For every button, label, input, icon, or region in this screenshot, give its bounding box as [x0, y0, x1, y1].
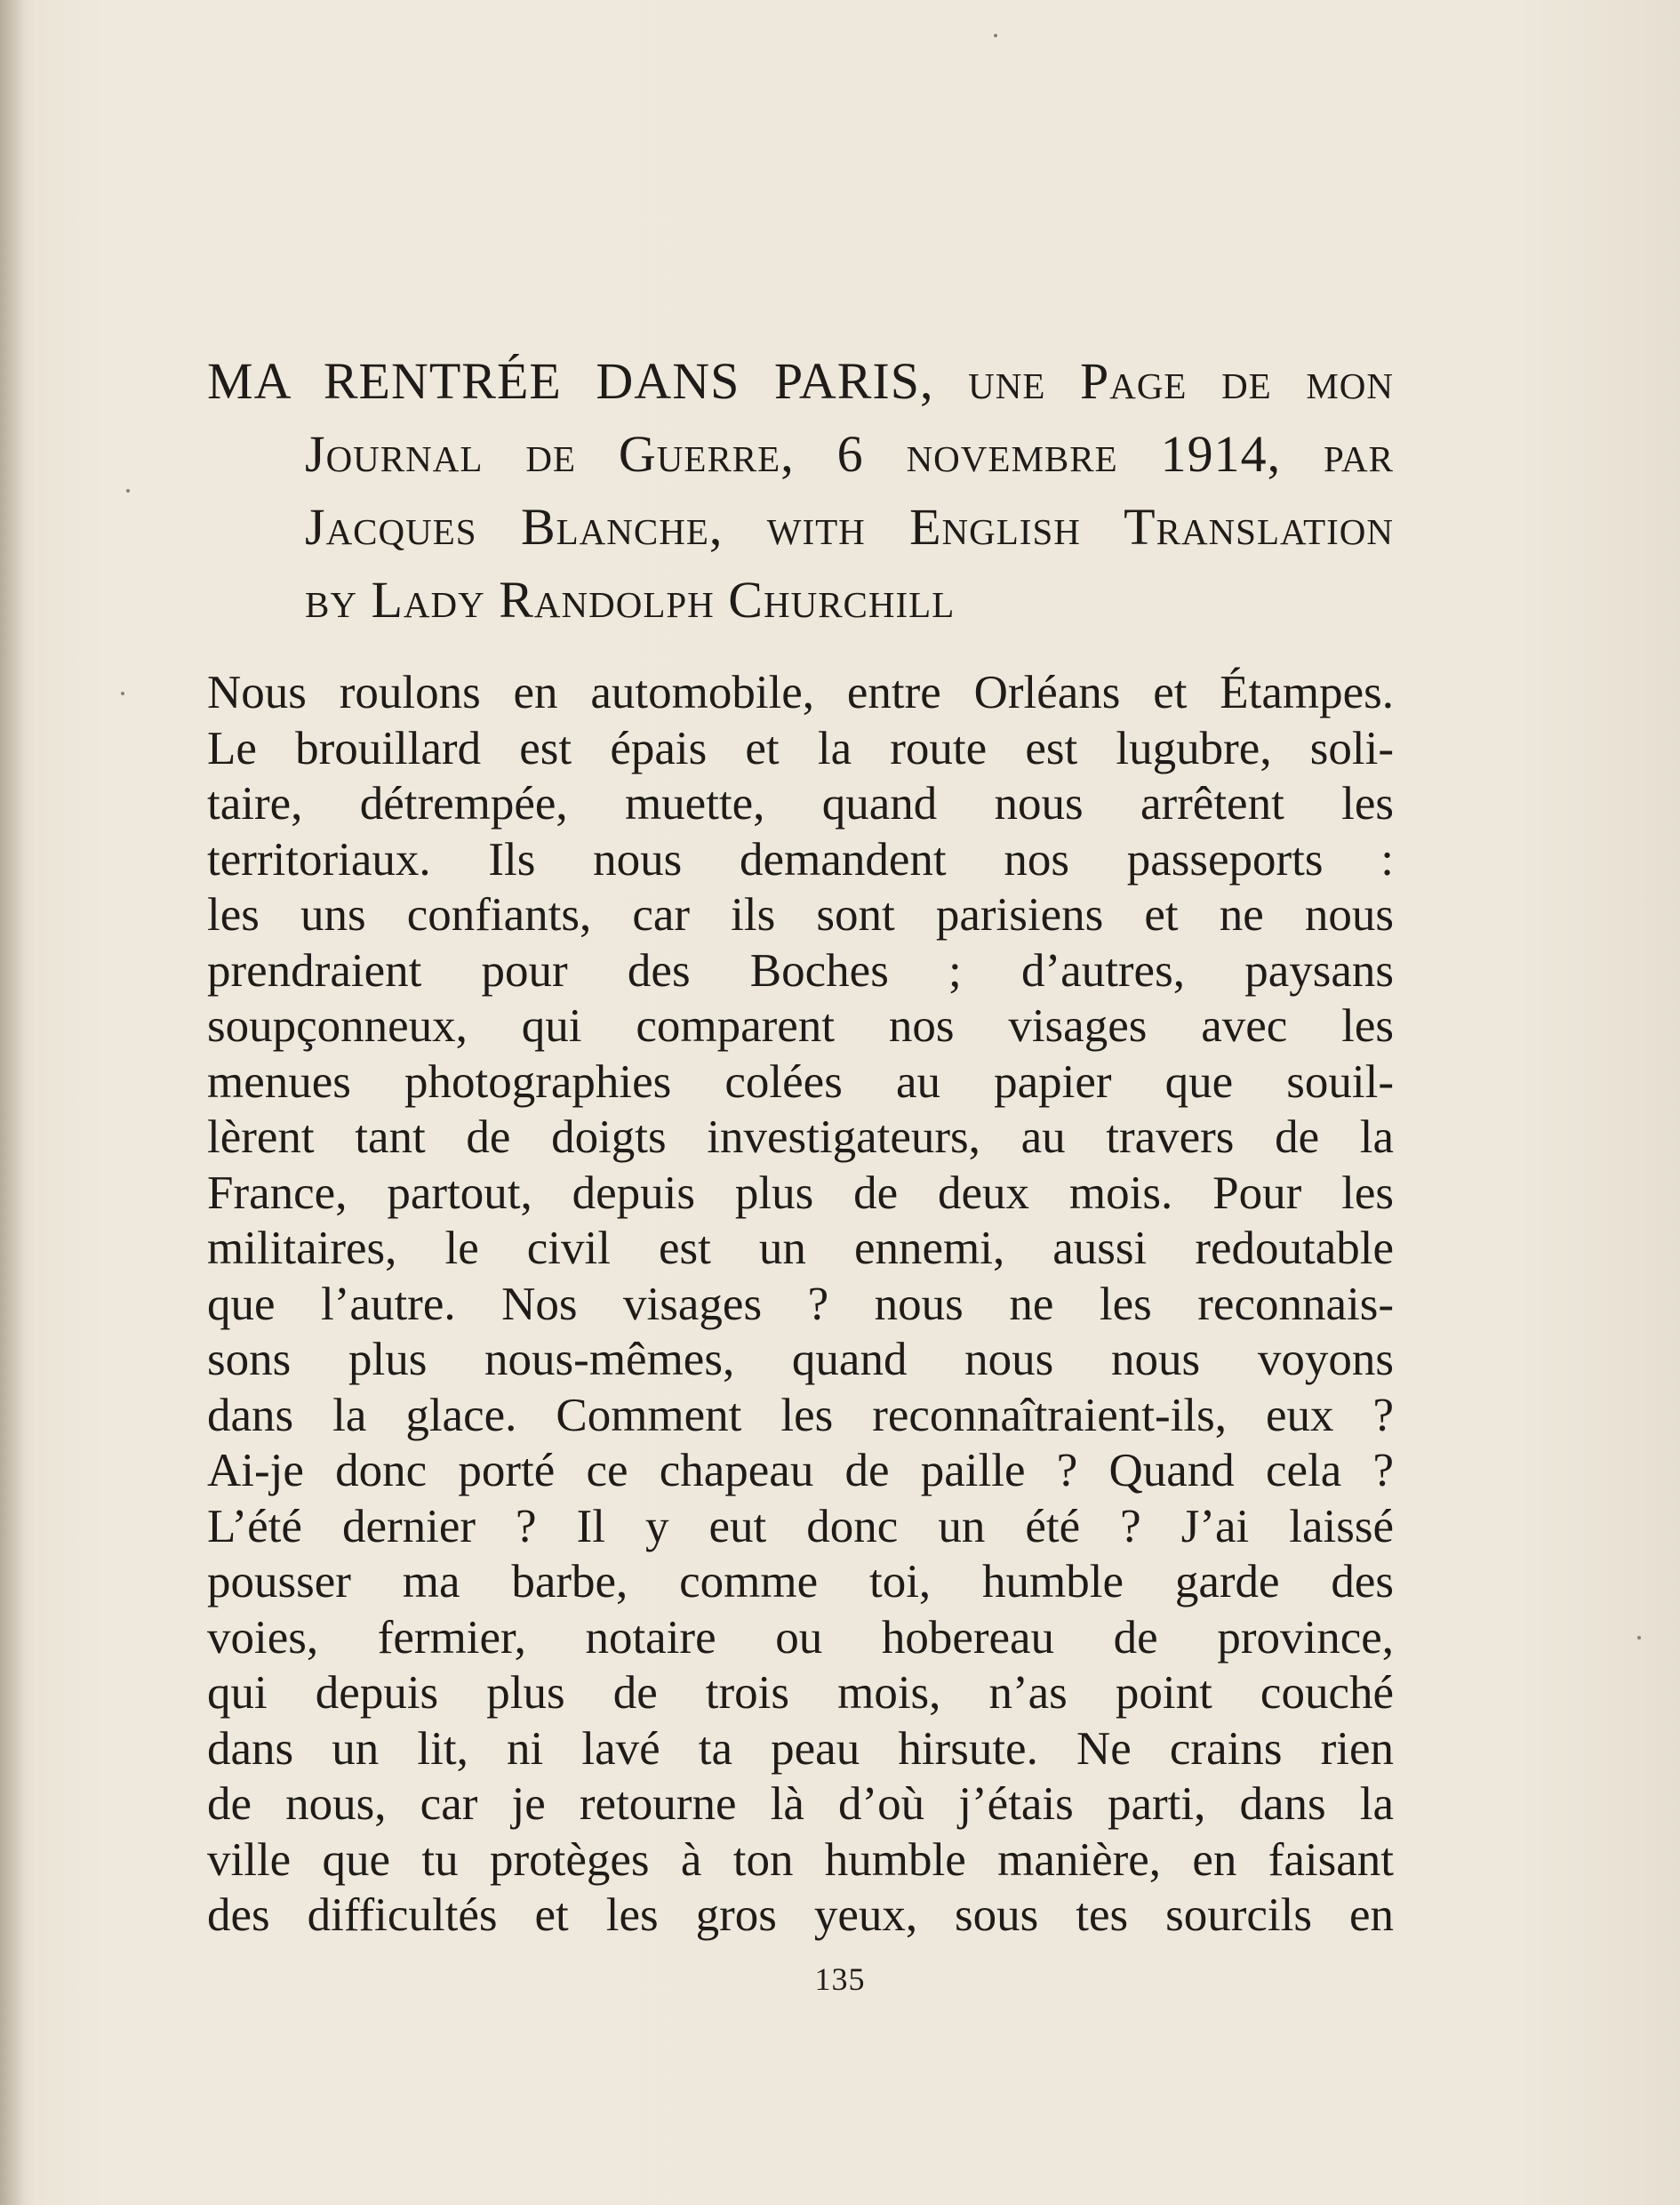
text-line: France, partout, depuis plus de deux mois. Pour les: [207, 1167, 1394, 1219]
text-line: prendraient pour des Boches ; d’autres, paysans: [207, 944, 1394, 997]
text-line: les uns confiants, car ils sont parisiens et ne nous: [207, 889, 1394, 941]
text-line: des difficultés et les gros yeux, sous tes sourcils en: [207, 1889, 1394, 1941]
text-line: sons plus nous-mêmes, quand nous nous voyons: [207, 1334, 1394, 1385]
text-line: lèrent tant de doigts investigateurs, au travers de la: [207, 1111, 1394, 1163]
text-line: soupçonneux, qui comparent nos visages avec les: [207, 1000, 1394, 1052]
text-line: dans un lit, ni lavé ta peau hirsute. Ne crains rien: [207, 1722, 1394, 1775]
text-line: ville que tu protèges à ton humble manière, en faisant: [207, 1833, 1394, 1886]
paper-speck: [126, 489, 130, 493]
heading-line: Jacques Blanche, with English Translation: [305, 498, 1394, 556]
article-heading: [207, 345, 1394, 637]
heading-line: Journal de Guerre, 6 novembre 1914, par: [305, 425, 1394, 483]
heading-line: by Lady Randolph Churchill: [305, 571, 956, 629]
text-line: menues photographies colées au papier que souil-: [207, 1055, 1394, 1108]
text-line: qui depuis plus de trois mois, n’as point couché: [207, 1667, 1394, 1719]
text-line: pousser ma barbe, comme toi, humble garde des: [207, 1556, 1394, 1608]
text-line: dans la glace. Comment les reconnaîtraient-ils, eux ?: [207, 1389, 1394, 1441]
text-line: territoriaux. Ils nous demandent nos passeports :: [207, 833, 1394, 886]
text-line: Nous roulons en automobile, entre Orléans et Étampes.: [207, 667, 1394, 718]
text-line: Ai-je donc porté ce chapeau de paille ? Quand cela ?: [207, 1445, 1394, 1496]
text-line: L’été dernier ? Il y eut donc un été ? J’ai laissé: [207, 1500, 1394, 1552]
text-line: de nous, car je retourne là d’où j’étais parti, dans la: [207, 1778, 1394, 1830]
text-line: taire, détrempée, muette, quand nous arrêtent les: [207, 778, 1394, 830]
page-gutter-shadow: [0, 0, 25, 2205]
heading-line: MA RENTRÉE DANS PARIS, une Page de mon: [207, 352, 1394, 410]
text-line: militaires, le civil est un ennemi, aussi redoutable: [207, 1223, 1394, 1274]
body-paragraph: [207, 665, 1394, 1944]
text-line: voies, fermier, notaire ou hobereau de province,: [207, 1611, 1394, 1664]
paper-speck: [1637, 1636, 1641, 1640]
text-line: Le brouillard est épais et la route est lugubre, soli-: [207, 722, 1394, 774]
paper-speck: [121, 692, 124, 695]
text-line: que l’autre. Nos visages ? nous ne les reconnais-: [207, 1278, 1394, 1330]
page-number: 135: [814, 1961, 866, 1997]
paper-speck: [994, 34, 997, 37]
